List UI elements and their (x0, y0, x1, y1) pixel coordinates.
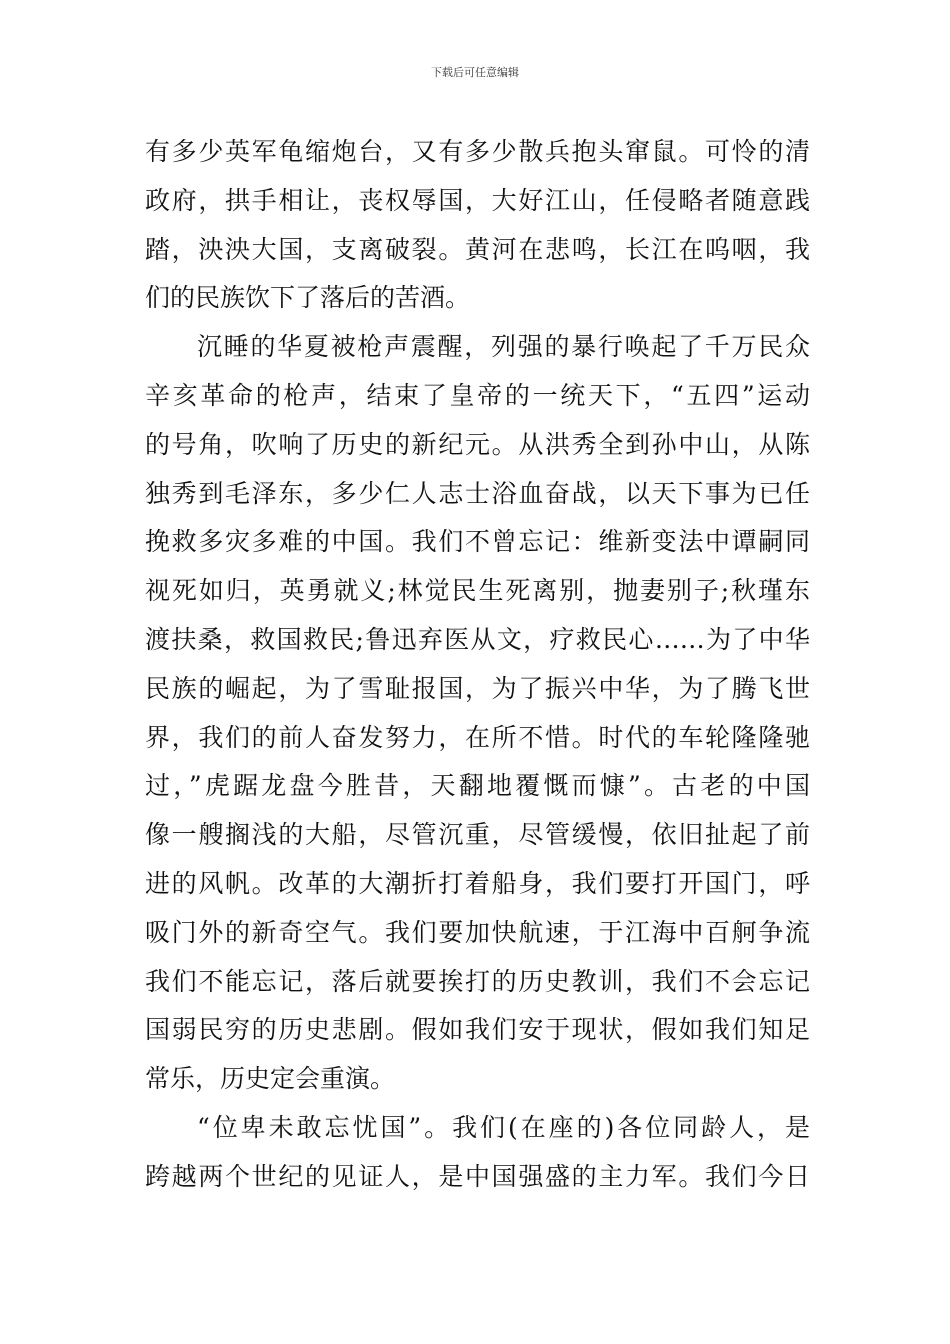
text-line: 的号角，吹响了历史的新纪元。从洪秀全到孙中山，从陈 (145, 429, 810, 459)
text-line: 我们不能忘记，落后就要挨打的历史教训，我们不会忘记 (145, 966, 810, 996)
text-line: 过，”虎踞龙盘今胜昔，天翻地覆慨而慷”。古老的中国 (145, 771, 810, 801)
text-line: 有多少英军龟缩炮台，又有多少散兵抱头窜鼠。可怜的清 (145, 137, 810, 166)
body-text (145, 128, 810, 1202)
text-line: 政府，拱手相让，丧权辱国，大好江山，任侵略者随意践 (145, 185, 810, 215)
paragraph-start-line: “位卑未敢忘忧国”。我们(在座的)各位同龄人，是 (197, 1112, 810, 1142)
text-line: 像一艘搁浅的大船，尽管沉重，尽管缓慢，依旧扯起了前 (145, 820, 810, 850)
page-header: 下载后可任意编辑 (431, 66, 519, 79)
text-line: 界，我们的前人奋发努力，在所不惜。时代的车轮隆隆驰 (145, 722, 810, 752)
text-line: 视死如归，英勇就义;林觉民生死离别，抛妻别子;秋瑾东 (145, 576, 810, 606)
text-line: 进的风帆。改革的大潮折打着船身，我们要打开国门，呼 (145, 868, 810, 898)
text-line: 民族的崛起，为了雪耻报国，为了振兴中华，为了腾飞世 (145, 673, 810, 703)
text-line: 吸门外的新奇空气。我们要加快航速，于江海中百舸争流 (145, 917, 810, 947)
text-line: 们的民族饮下了落后的苦酒。 (145, 283, 471, 313)
text-line: 国弱民穷的历史悲剧。假如我们安于现状，假如我们知足 (145, 1015, 810, 1045)
text-line: 渡扶桑，救国救民;鲁迅弃医从文，疗救民心……为了中华 (145, 624, 810, 654)
text-line: 跨越两个世纪的见证人，是中国强盛的主力军。我们今日 (145, 1161, 810, 1191)
text-line: 独秀到毛泽东，多少仁人志士浴血奋战，以天下事为已任 (145, 478, 810, 508)
text-line: 常乐，历史定会重演。 (145, 1064, 396, 1094)
paragraph-start-line: 沉睡的华夏被枪声震醒，列强的暴行唤起了千万民众 (197, 332, 810, 362)
text-line: 踏，泱泱大国，支离破裂。黄河在悲鸣，长江在呜咽，我 (145, 234, 810, 264)
text-line: 辛亥革命的枪声，结束了皇帝的一统天下，“五四”运动 (145, 380, 810, 410)
text-line: 挽救多灾多难的中国。我们不曾忘记：维新变法中谭嗣同 (145, 527, 810, 557)
